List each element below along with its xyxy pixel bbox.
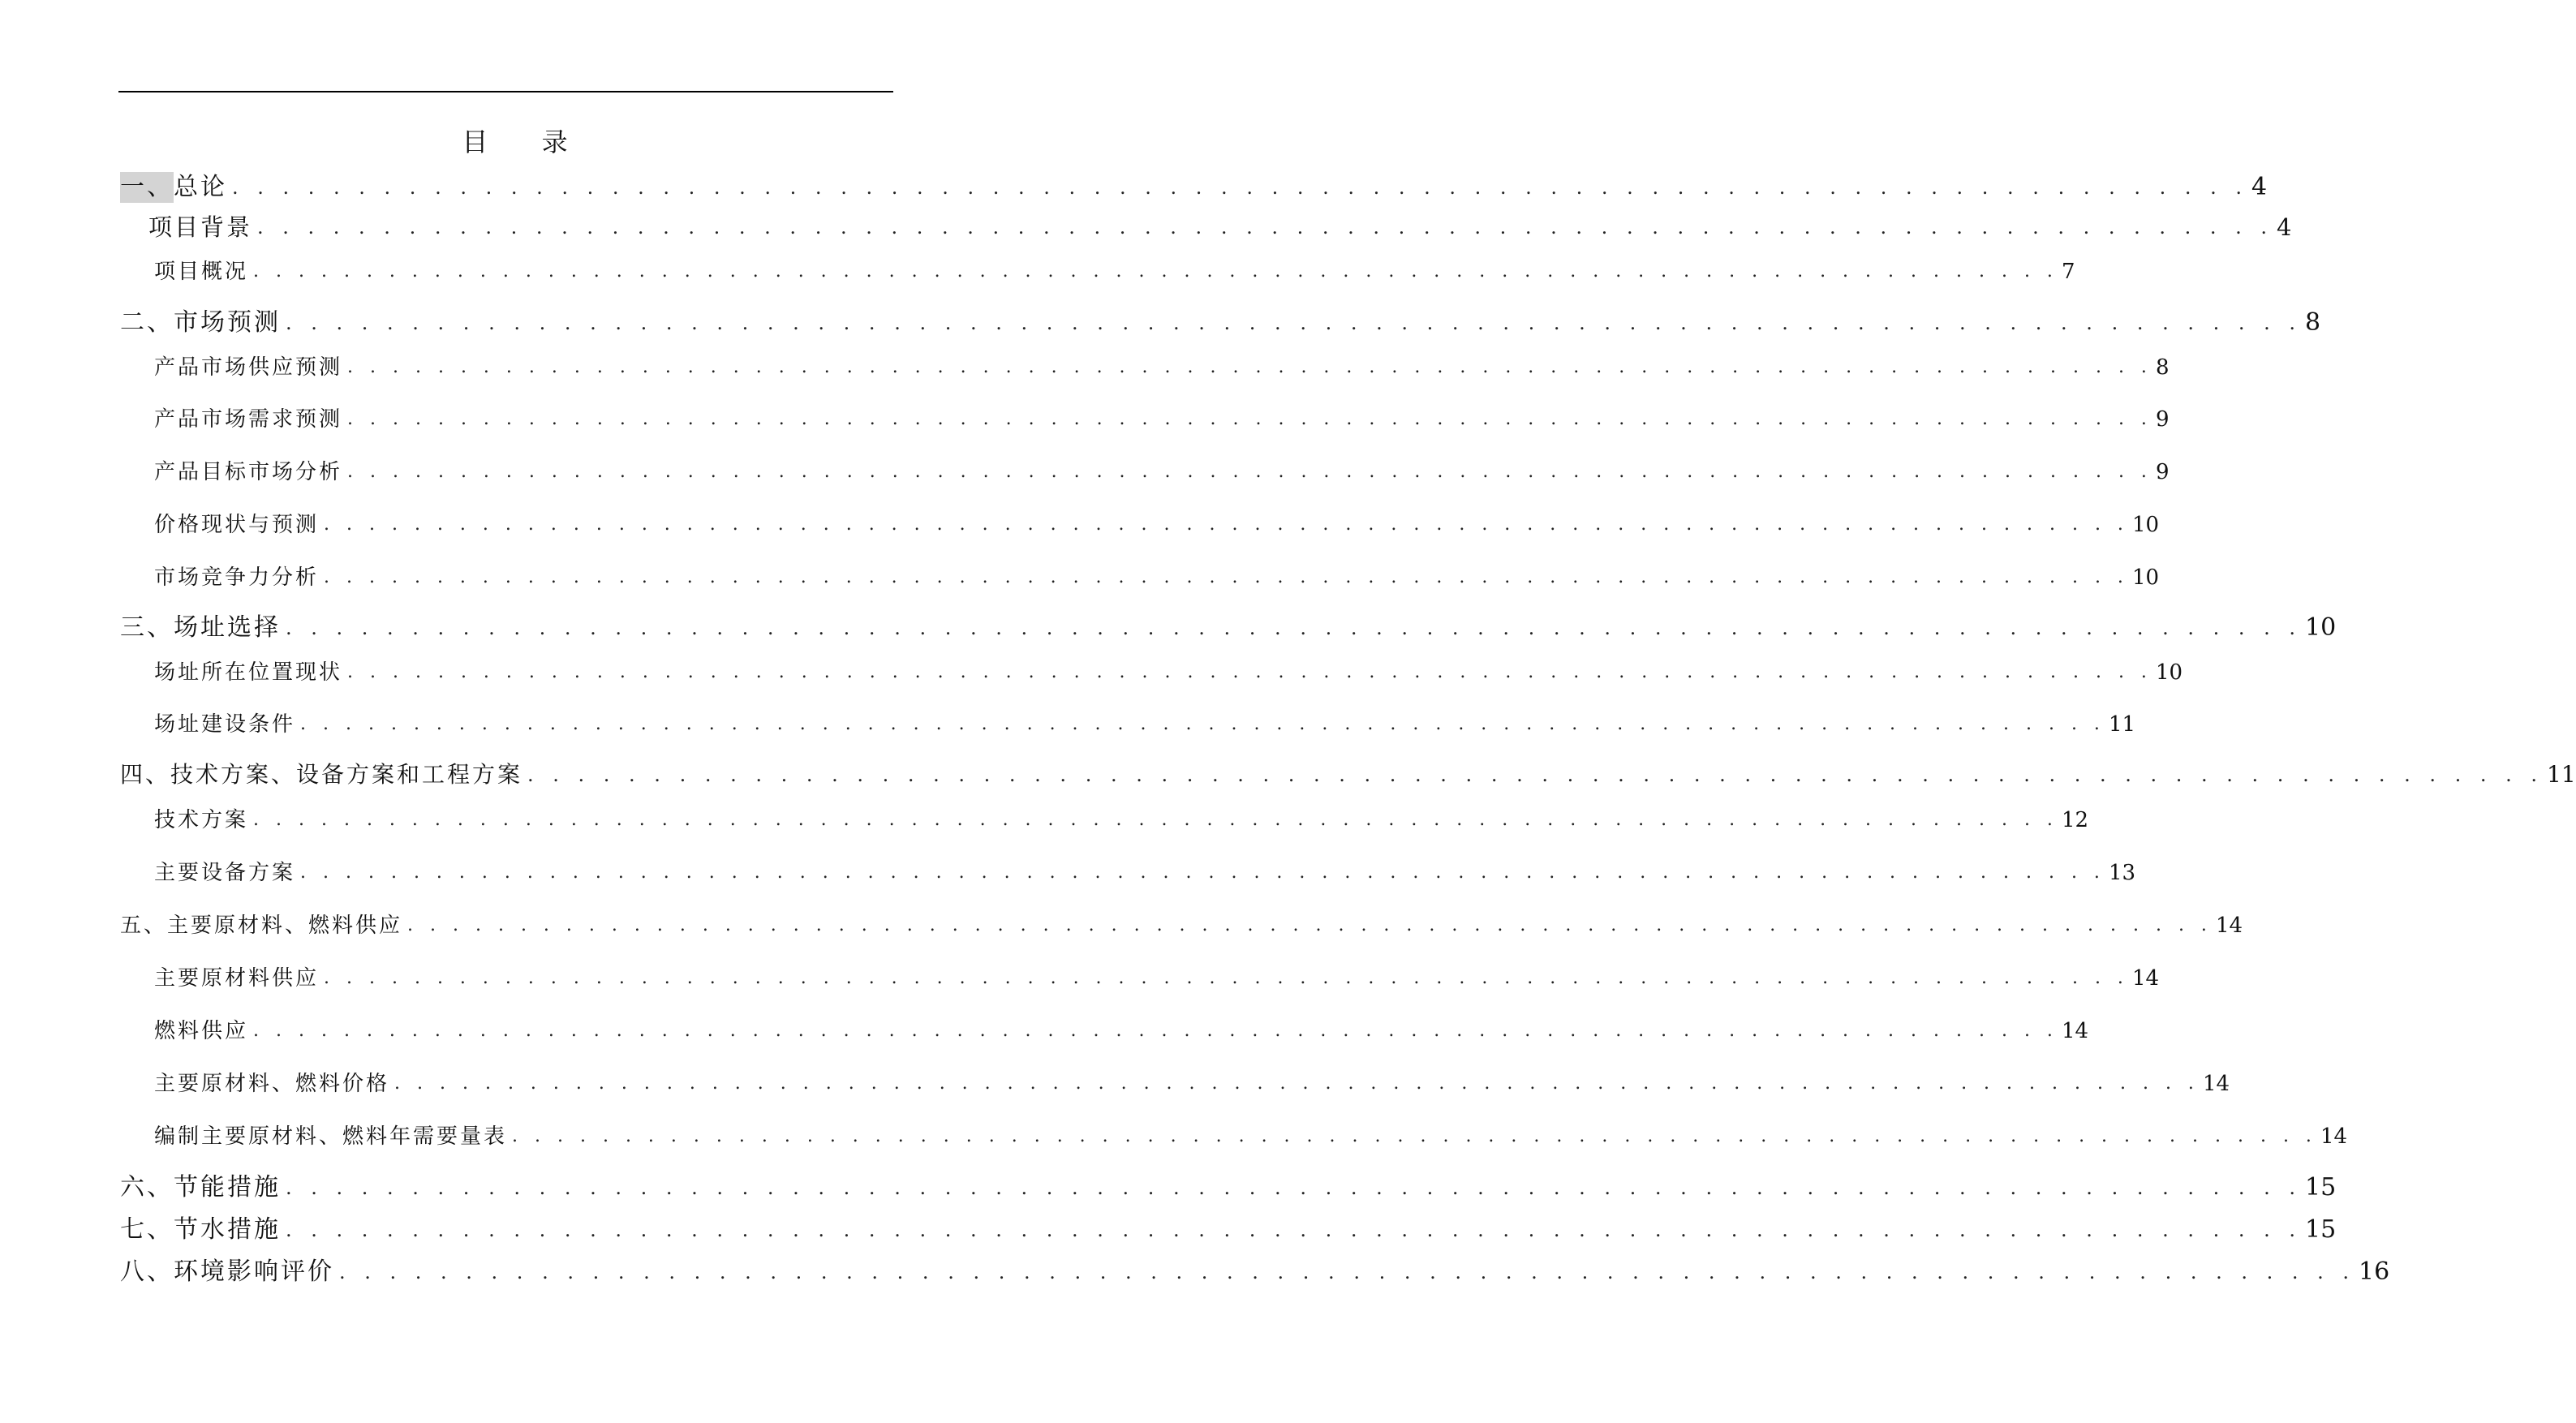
toc-entry-page: 14 (2131, 966, 2160, 991)
toc-entry-label: 四、技术方案、设备方案和工程方案 (120, 761, 523, 788)
toc-entry-label: 燃料供应 (154, 1019, 249, 1043)
dot-leader: . . . . . . . . . . . . . . . . . . . . . . . . . . . . . . . . . . . . . . . . . . . . . . . . . . . . . . . . . . . . . . . . . . . . . . . . . . . . . . . . (339, 1261, 2355, 1283)
toc-entry-label: 项目背景 (148, 213, 253, 241)
dot-leader: . . . . . . . . . . . . . . . . . . . . . . . . . . . . . . . . . . . . . . . . . . . . . . . . . . . . . . . . . . . . . . . . . . . . . . . . . . . . . . . . (286, 617, 2302, 639)
toc-entry-page: 9 (2155, 407, 2170, 432)
toc-entry-section[interactable] (154, 659, 2183, 686)
toc-entry-label: 编制主要原材料、燃料年需要量表 (154, 1124, 508, 1149)
dot-leader: . . . . . . . . . . . . . . . . . . . . . . . . . . . . . . . . . . . . . . . . . . . . . . . . . . . . . . . . . . . . . . . . . . . . . . . . . . . . . . . . (394, 1073, 2200, 1094)
toc-entry-label: 项目概况 (154, 260, 249, 284)
toc-entry-page: 10 (2131, 513, 2160, 537)
toc-entry-label: 主要原材料供应 (154, 966, 320, 991)
toc-entry-page: 11 (2108, 712, 2136, 737)
dot-leader: . . . . . . . . . . . . . . . . . . . . . . . . . . . . . . . . . . . . . . . . . . . . . . . . . . . . . . . . . . . . . . . . . . . . . . . . . . . . . . . . (253, 261, 2058, 282)
dot-leader: . . . . . . . . . . . . . . . . . . . . . . . . . . . . . . . . . . . . . . . . . . . . . . . . . . . . . . . . . . . . . . . . . . . . . . . . . . . . . . . . (512, 1126, 2317, 1146)
toc-entry-section[interactable] (154, 711, 2136, 738)
dot-leader: . . . . . . . . . . . . . . . . . . . . . . . . . . . . . . . . . . . . . . . . . . . . . . . . . . . . . . . . . . . . . . . . . . . . . . . . . . . . . . . . (324, 514, 2129, 535)
toc-entry-chapter-2[interactable] (120, 307, 2321, 338)
dot-leader: . . . . . . . . . . . . . . . . . . . . . . . . . . . . . . . . . . . . . . . . . . . . . . . . . . . . . . . . . . . . . . . . . . . . . . . . . . . . . . . . (286, 312, 2302, 334)
dot-leader: . . . . . . . . . . . . . . . . . . . . . . . . . . . . . . . . . . . . . . . . . . . . . . . . . . . . . . . . . . . . . . . . . . . . . . . . . . . . . . . . (232, 176, 2248, 199)
toc-entry-page: 14 (2061, 1019, 2089, 1043)
toc-entry-label: 产品目标市场分析 (154, 460, 343, 484)
toc-entry-section[interactable] (154, 859, 2136, 887)
dot-leader: . . . . . . . . . . . . . . . . . . . . . . . . . . . . . . . . . . . . . . . . . . . . . . . . . . . . . . . . . . . . . . . . . . . . . . . . . . . . . . . . (286, 1219, 2302, 1241)
toc-entry-section[interactable] (154, 458, 2170, 486)
toc-entry-section[interactable] (154, 965, 2160, 992)
toc-entry-label: 场址建设条件 (154, 712, 296, 737)
toc-entry-page: 8 (2155, 355, 2170, 380)
toc-entry-page: 14 (2202, 1072, 2230, 1096)
toc-entry-label: 场址所在位置现状 (154, 660, 343, 685)
toc-entry-section[interactable] (154, 1123, 2348, 1150)
dot-leader: . . . . . . . . . . . . . . . . . . . . . . . . . . . . . . . . . . . . . . . . . . . . . . . . . . . . . . . . . . . . . . . . . . . . . . . . . . . . . . . . (527, 763, 2544, 786)
toc-entry-section[interactable] (154, 1070, 2230, 1098)
dot-leader: . . . . . . . . . . . . . . . . . . . . . . . . . . . . . . . . . . . . . . . . . . . . . . . . . . . . . . . . . . . . . . . . . . . . . . . . . . . . . . . . (347, 462, 2152, 482)
toc-entry-section[interactable] (154, 806, 2089, 834)
toc-entry-section[interactable] (154, 1017, 2089, 1045)
toc-entry-label: 七、节水措施 (120, 1215, 281, 1244)
toc-entry-chapter-3[interactable] (120, 613, 2337, 643)
dot-leader: . . . . . . . . . . . . . . . . . . . . . . . . . . . . . . . . . . . . . . . . . . . . . . . . . . . . . . . . . . . . . . . . . . . . . . . . . . . . . . . . (347, 409, 2152, 429)
toc-entry-section[interactable] (154, 511, 2160, 539)
toc-entry-page: 10 (2155, 660, 2183, 685)
toc-entry-page: 15 (2305, 1173, 2337, 1202)
toc-title: 目 录 (462, 127, 591, 157)
toc-entry-page: 4 (2277, 213, 2292, 241)
toc-entry-chapter-6[interactable] (120, 1172, 2337, 1203)
dot-leader: . . . . . . . . . . . . . . . . . . . . . . . . . . . . . . . . . . . . . . . . . . . . . . . . . . . . . . . . . . . . . . . . . . . . . . . . . . . . . . . . (286, 1176, 2302, 1199)
toc-entry-chapter-8[interactable] (120, 1257, 2390, 1288)
header-rule (118, 91, 893, 92)
dot-leader: . . . . . . . . . . . . . . . . . . . . . . . . . . . . . . . . . . . . . . . . . . . . . . . . . . . . . . . . . . . . . . . . . . . . . . . . . . . . . . . . (257, 216, 2274, 239)
toc-entry-label: 产品市场需求预测 (154, 407, 343, 432)
toc-entry-label: 五、主要原材料、燃料供应 (120, 914, 403, 938)
toc-entry-page: 7 (2061, 260, 2075, 284)
toc-entry-page: 4 (2251, 173, 2268, 201)
toc-entry-label: 三、场址选择 (120, 613, 281, 642)
dot-leader: . . . . . . . . . . . . . . . . . . . . . . . . . . . . . . . . . . . . . . . . . . . . . . . . . . . . . . . . . . . . . . . . . . . . . . . . . . . . . . . . (300, 862, 2105, 883)
toc-entry-section[interactable] (154, 564, 2160, 591)
toc-entry-label: 产品市场供应预测 (154, 355, 343, 380)
dot-leader: . . . . . . . . . . . . . . . . . . . . . . . . . . . . . . . . . . . . . . . . . . . . . . . . . . . . . . . . . . . . . . . . . . . . . . . . . . . . . . . . (347, 662, 2152, 682)
toc-entry-chapter-7[interactable] (120, 1214, 2337, 1245)
dot-leader: . . . . . . . . . . . . . . . . . . . . . . . . . . . . . . . . . . . . . . . . . . . . . . . . . . . . . . . . . . . . . . . . . . . . . . . . . . . . . . . . (253, 810, 2058, 830)
toc-entry-section[interactable] (148, 213, 2292, 242)
dot-leader: . . . . . . . . . . . . . . . . . . . . . . . . . . . . . . . . . . . . . . . . . . . . . . . . . . . . . . . . . . . . . . . . . . . . . . . . . . . . . . . . (407, 915, 2213, 935)
dot-leader: . . . . . . . . . . . . . . . . . . . . . . . . . . . . . . . . . . . . . . . . . . . . . . . . . . . . . . . . . . . . . . . . . . . . . . . . . . . . . . . . (324, 968, 2129, 988)
toc-entry-section[interactable] (154, 258, 2075, 286)
toc-entry-page: 13 (2108, 861, 2136, 885)
toc-entry-page: 10 (2305, 613, 2337, 642)
toc-entry-label: 市场竞争力分析 (154, 565, 320, 590)
dot-leader: . . . . . . . . . . . . . . . . . . . . . . . . . . . . . . . . . . . . . . . . . . . . . . . . . . . . . . . . . . . . . . . . . . . . . . . . . . . . . . . . (253, 1021, 2058, 1041)
dot-leader: . . . . . . . . . . . . . . . . . . . . . . . . . . . . . . . . . . . . . . . . . . . . . . . . . . . . . . . . . . . . . . . . . . . . . . . . . . . . . . . . (324, 567, 2129, 587)
toc-entry-label: 六、节能措施 (120, 1173, 281, 1202)
dot-leader: . . . . . . . . . . . . . . . . . . . . . . . . . . . . . . . . . . . . . . . . . . . . . . . . . . . . . . . . . . . . . . . . . . . . . . . . . . . . . . . . (300, 714, 2105, 734)
toc-entry-label: 价格现状与预测 (154, 513, 320, 537)
toc-entry-chapter-1[interactable] (120, 172, 2268, 203)
toc-entry-label: 技术方案 (154, 808, 249, 832)
toc-entry-label: 主要设备方案 (154, 861, 296, 885)
toc-entry-page: 9 (2155, 460, 2170, 484)
toc-entry-page: 14 (2215, 914, 2243, 938)
toc-entry-page: 11 (2547, 761, 2576, 788)
toc-entry-page: 12 (2061, 808, 2089, 832)
toc-entry-page: 16 (2359, 1257, 2390, 1286)
toc-entry-page: 10 (2131, 565, 2160, 590)
toc-entry-label: 二、市场预测 (120, 308, 281, 337)
dot-leader: . . . . . . . . . . . . . . . . . . . . . . . . . . . . . . . . . . . . . . . . . . . . . . . . . . . . . . . . . . . . . . . . . . . . . . . . . . . . . . . . (347, 357, 2152, 377)
toc-entry-page: 14 (2320, 1124, 2348, 1149)
toc-entry-label: 主要原材料、燃料价格 (154, 1072, 390, 1096)
toc-entry-page: 8 (2305, 308, 2321, 337)
toc-entry-label: 八、环境影响评价 (120, 1257, 334, 1286)
toc-entry-chapter-5[interactable] (120, 912, 2243, 939)
toc-entry-page: 15 (2305, 1215, 2337, 1244)
toc-entry-section[interactable] (154, 354, 2170, 381)
toc-entry-label: 一、总论 (120, 173, 227, 201)
toc-entry-chapter-4[interactable] (120, 760, 2576, 789)
toc-entry-section[interactable] (154, 406, 2170, 433)
